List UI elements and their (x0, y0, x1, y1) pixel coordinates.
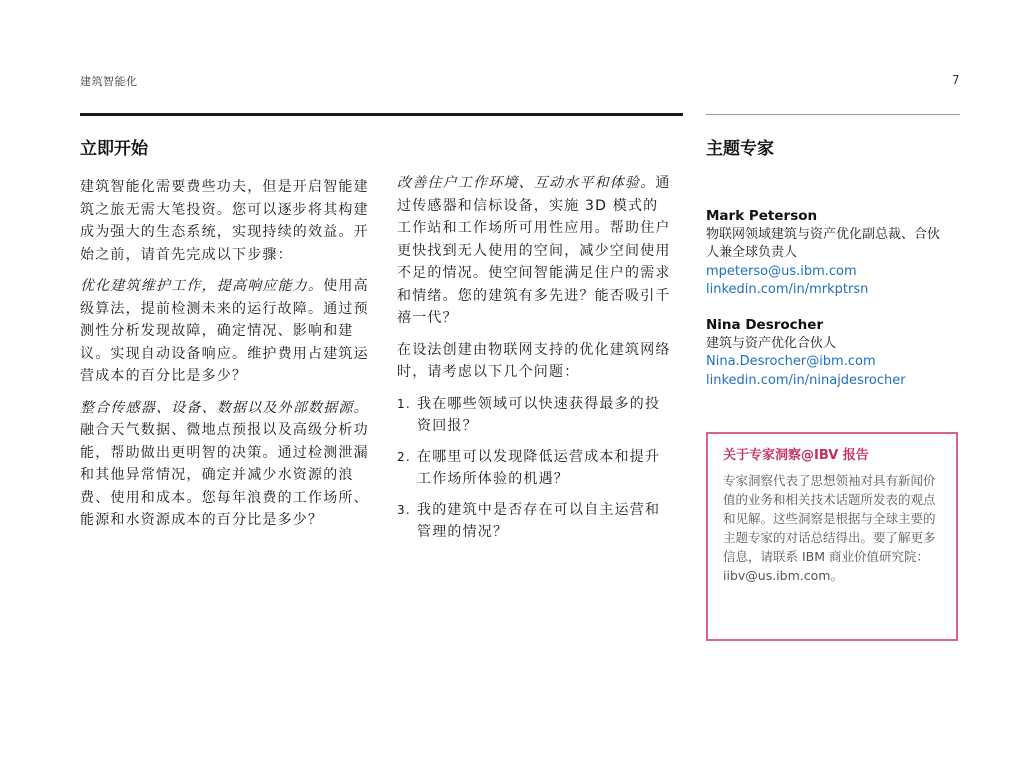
step-occupant-body: 通过传感器和信标设备，实施 3D 模式的工作站和工作场所可用性应用。帮助住户更快找到无人使用的空间，减少空间使用不足的情况。使空间智能满足住户的需求和情绪。您的建筑有多先进？能否吸引千禧一代？ (397, 175, 671, 326)
expert-name: Nina Desrocher (706, 317, 824, 333)
expert-role: 物联网领域建筑与资产优化副总裁、合伙人兼全球负责人 (706, 226, 941, 260)
ibv-report-box (706, 432, 958, 641)
step-occupant-lead: 改善住户工作环境、互动水平和体验。 (397, 175, 656, 191)
step-integrate-lead: 整合传感器、设备、数据以及外部数据源。 (80, 399, 369, 416)
step-integrate (80, 397, 370, 532)
ibv-box-title: 关于专家洞察@IBV 报告 (723, 448, 869, 463)
expert-card (706, 316, 946, 390)
expert-card (706, 207, 946, 300)
question-text: 我在哪些领域可以快速获得最多的投资回报？ (417, 395, 661, 434)
expert-linkedin-link[interactable]: linkedin.com/in/ninajdesrocher (706, 372, 906, 388)
intro-paragraph: 建筑智能化需要费些功夫，但是开启智能建筑之旅无需大笔投资。您可以逐步将其构建成为强大的生态系统，实现持续的效益。开始之前，请首先完成以下步骤： (80, 179, 369, 263)
step-maintenance-body: 使用高级算法，提前检测未来的运行故障。通过预测性分析发现故障，确定情况、影响和建议。实现自动设备响应。维护费用占建筑运营成本的百分比是多少？ (80, 278, 369, 384)
expert-email-link[interactable]: mpeterso@us.ibm.com (706, 263, 857, 279)
question-number: 3. (397, 502, 411, 517)
ibv-box-body: 专家洞察代表了思想领袖对具有新闻价值的业务和相关技术话题所发表的观点和见解。这些洞察是根据与全球主要的主题专家的对话总结得出。要了解更多信息，请联系 IBM 商业价值研究院：iibv@us.ibm.com。 (723, 473, 936, 583)
question-item (397, 499, 672, 544)
questions-intro: 在设法创建由物联网支持的优化建筑网络时，请考虑以下几个问题： (397, 341, 671, 380)
section-rule-left (80, 113, 683, 116)
question-text: 我的建筑中是否存在可以自主运营和管理的情况？ (417, 501, 661, 540)
expert-linkedin-link[interactable]: linkedin.com/in/mrkptrsn (706, 282, 869, 297)
expert-email-link[interactable]: Nina.Desrocher@ibm.com (706, 354, 876, 369)
question-number: 2. (397, 449, 411, 464)
question-text: 在哪里可以发现降低运营成本和提升工作场所体验的机遇？ (417, 448, 661, 487)
section-title-experts: 主题专家 (706, 139, 774, 159)
question-number: 1. (397, 396, 411, 411)
step-maintenance-lead: 优化建筑维护工作，提高响应能力。 (80, 278, 324, 294)
running-header: 建筑智能化 (80, 75, 138, 88)
page-number: 7 (952, 73, 960, 87)
section-title-get-started: 立即开始 (80, 139, 148, 159)
step-integrate-body: 融合天气数据、微地点预报以及高级分析功能，帮助做出更明智的决策。通过检测泄漏和其他异常情况，确定并减少水资源的浪费、使用和成本。您每年浪费的工作场所、能源和水资源成本的百分比是多少？ (80, 422, 369, 528)
section-rule-right (706, 114, 960, 115)
step-maintenance (80, 275, 370, 388)
question-item (397, 393, 672, 438)
body-column-2 (397, 172, 672, 552)
step-occupant (397, 172, 672, 330)
questions-list (397, 393, 672, 544)
question-item (397, 446, 672, 491)
body-column-1 (80, 176, 370, 541)
expert-role: 建筑与资产优化合伙人 (706, 335, 837, 351)
expert-name: Mark Peterson (706, 208, 818, 224)
